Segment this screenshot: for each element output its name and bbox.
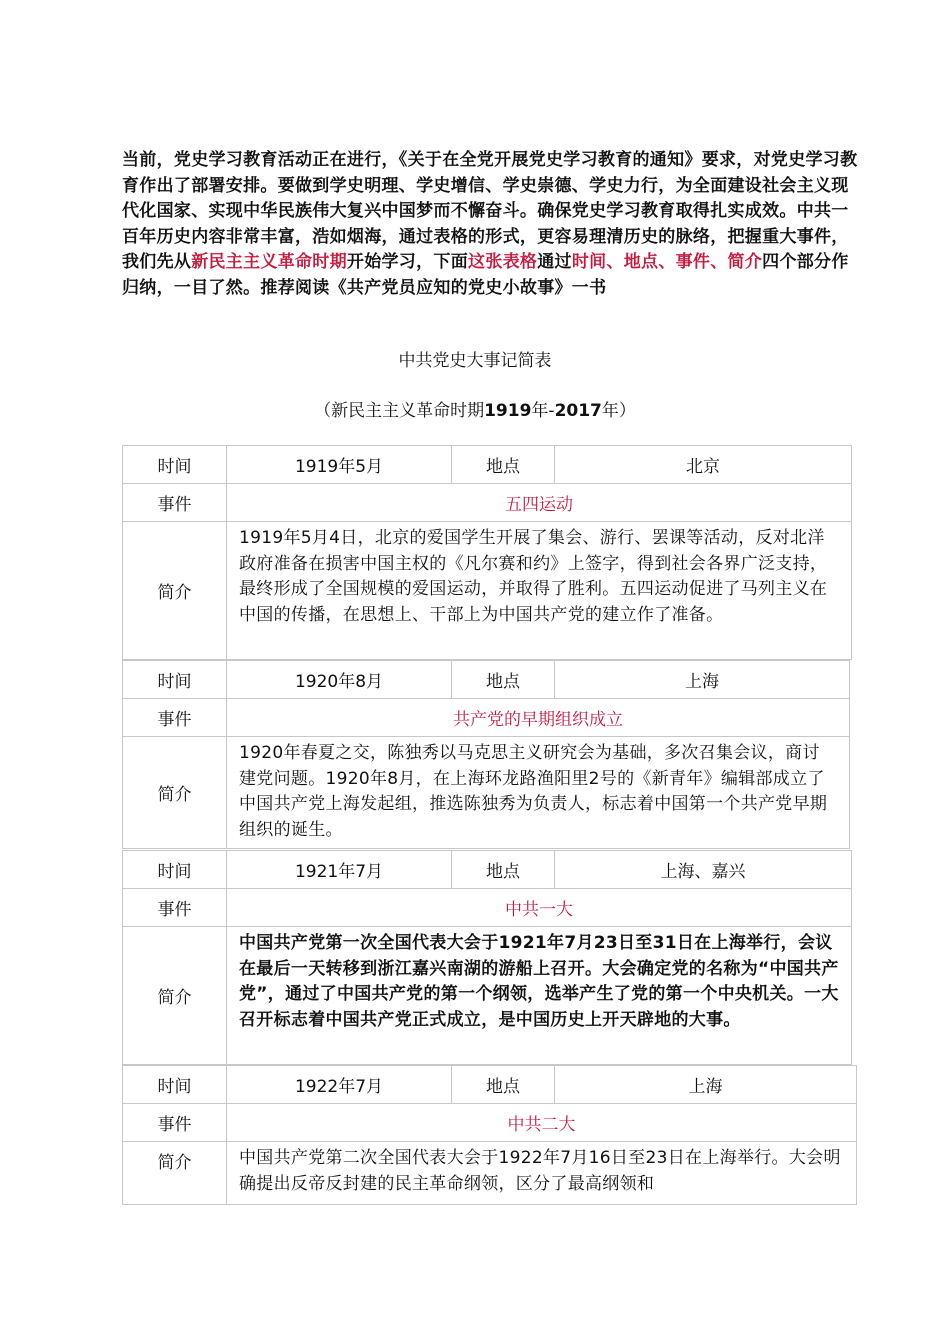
subtitle-year-end: 2017 bbox=[554, 401, 602, 421]
summary-text: 中国共产党第一次全国代表大会于1921年7月23日至31日在上海举行，会议在最后一天转移到浙江嘉兴南湖的游船上召开。大会确定党的名称为“中国共产党”，通过了中国共产党的第一个纲领，选举产生了党的第一个中央机关。一大召开标志着中国共产党正式成立，是中国历史上开天辟地的大事。 bbox=[227, 927, 852, 1065]
summary-text: 1919年5月4日，北京的爱国学生开展了集会、游行、罢课等活动，反对北洋政府准备在损害中国主权的《凡尔赛和约》上签字，得到社会各界广泛支持，最终形成了全国规模的爱国运动，并取得了胜利。五四运动促进了马列主义在中国的传播，在思想上、干部上为中国共产党的建立作了准备。 bbox=[227, 522, 852, 660]
event-label: 事件 bbox=[123, 484, 227, 522]
event-name: 五四运动 bbox=[227, 484, 852, 522]
subtitle-year-start: 1919 bbox=[484, 401, 532, 421]
subtitle-prefix: （新民主主义革命时期 bbox=[314, 401, 485, 421]
page-title: 中共党史大事记简表 bbox=[398, 351, 552, 371]
event-label: 事件 bbox=[123, 1104, 227, 1142]
event-label: 事件 bbox=[123, 699, 227, 737]
place-value: 上海 bbox=[555, 1066, 857, 1104]
place-label: 地点 bbox=[452, 1066, 555, 1104]
place-label: 地点 bbox=[452, 661, 555, 699]
time-label: 时间 bbox=[123, 1066, 227, 1104]
event-table bbox=[122, 445, 852, 660]
event-label: 事件 bbox=[123, 889, 227, 927]
place-value: 北京 bbox=[555, 446, 852, 484]
subtitle-suffix: 年） bbox=[601, 401, 636, 421]
event-table bbox=[122, 660, 850, 849]
time-label: 时间 bbox=[123, 661, 227, 699]
subtitle-mid: 年- bbox=[531, 401, 555, 421]
page-subtitle bbox=[0, 396, 950, 421]
time-label: 时间 bbox=[123, 851, 227, 889]
time-value: 1921年7月 bbox=[227, 851, 452, 889]
summary-text: 中国共产党第二次全国代表大会于1922年7月16日至23日在上海举行。大会明确提出反帝反封建的民主革命纲领，区分了最高纲领和 bbox=[227, 1142, 857, 1205]
time-label: 时间 bbox=[123, 446, 227, 484]
summary-text: 1920年春夏之交，陈独秀以马克思主义研究会为基础，多次召集会议，商讨建党问题。1920年8月，在上海环龙路渔阳里2号的《新青年》编辑部成立了中国共产党上海发起组，推选陈独秀为负责人，标志着中国第一个共产党早期组织的诞生。 bbox=[227, 737, 850, 849]
place-label: 地点 bbox=[452, 446, 555, 484]
summary-label: 简介 bbox=[123, 1142, 227, 1205]
place-label: 地点 bbox=[452, 851, 555, 889]
intro-text-2: 开始学习，下面 bbox=[346, 252, 469, 272]
event-table bbox=[122, 850, 852, 1065]
intro-highlight-table: 这张表格 bbox=[468, 252, 538, 272]
intro-text-1: 当前，党史学习教育活动正在进行，《关于在全党开展党史学习教育的通知》要求，对党史学习教育作出了部署安排。要做到学史明理、学史增信、学史崇德、学史力行，为全面建设社会主义现代化国家、实现中华民族伟大复兴中国梦而不懈奋斗。确保党史学习教育取得扎实成效。中共一百年历史内容非常丰富，浩如烟海，通过表格的形式，更容易理清历史的脉络，把握重大事件，我们先从 bbox=[122, 150, 858, 272]
intro-paragraph bbox=[122, 148, 858, 301]
place-value: 上海 bbox=[555, 661, 850, 699]
intro-text-3: 通过 bbox=[537, 252, 572, 272]
time-value: 1919年5月 bbox=[227, 446, 452, 484]
intro-text-4: 四个部分作归纳，一目了然。推荐阅读《共产党员应知的党史小故事》一书 bbox=[122, 252, 849, 298]
summary-label: 简介 bbox=[123, 522, 227, 660]
event-name: 共产党的早期组织成立 bbox=[227, 699, 850, 737]
intro-highlight-period: 新民主主义革命时期 bbox=[191, 252, 347, 272]
event-name: 中共一大 bbox=[227, 889, 852, 927]
event-table bbox=[122, 1065, 857, 1205]
time-value: 1920年8月 bbox=[227, 661, 452, 699]
summary-label: 简介 bbox=[123, 737, 227, 849]
time-value: 1922年7月 bbox=[227, 1066, 452, 1104]
place-value: 上海、嘉兴 bbox=[555, 851, 852, 889]
event-name: 中共二大 bbox=[227, 1104, 857, 1142]
intro-highlight-fields: 时间、地点、事件、简介 bbox=[571, 252, 763, 272]
summary-label: 简介 bbox=[123, 927, 227, 1065]
